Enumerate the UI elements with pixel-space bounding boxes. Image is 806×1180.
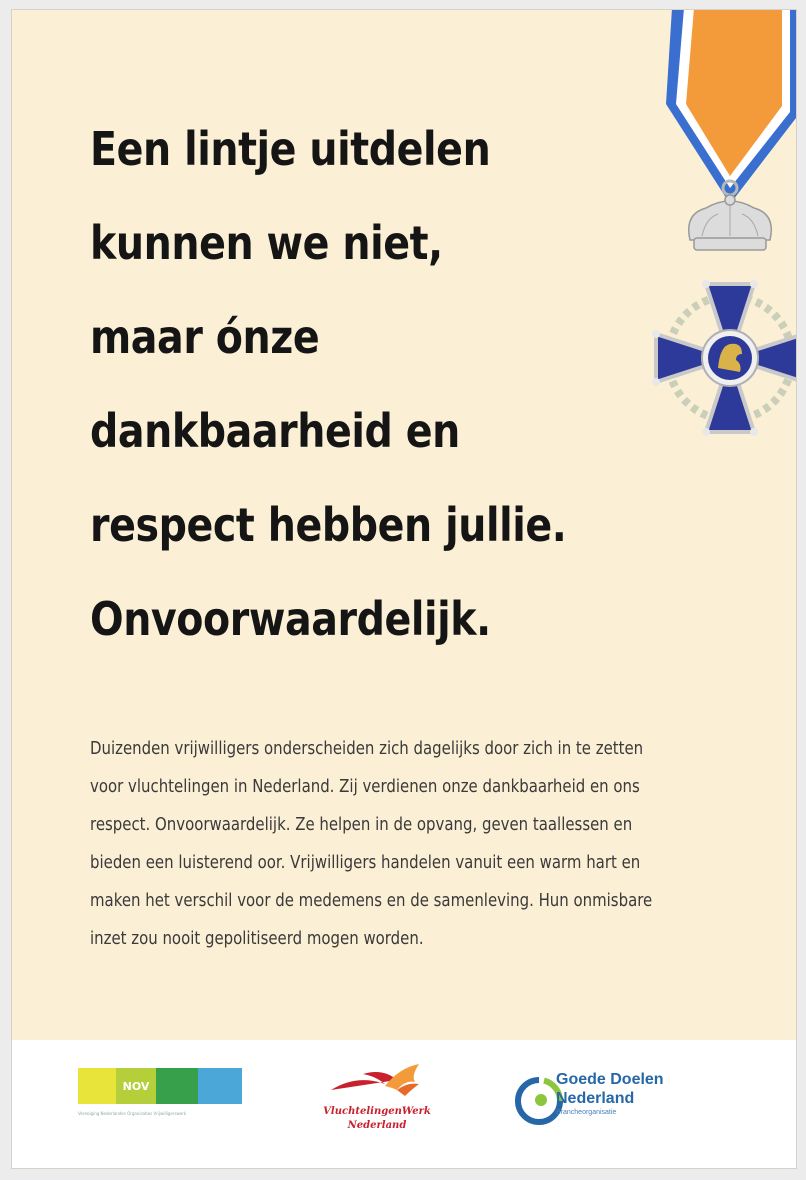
medal-ribbon-icon (602, 10, 796, 448)
nov-block-yellow (78, 1068, 116, 1104)
body-paragraph (90, 730, 671, 958)
body-line: bieden een luisterend oor. Vrijwilligers handelen vanuit een warm hart en (90, 852, 641, 873)
headline-line: dankbaarheid en (90, 404, 460, 458)
nov-block-green (156, 1068, 198, 1104)
headline-line: maar ónze (90, 310, 320, 364)
nov-block-label: NOV (116, 1068, 156, 1104)
gdn-text (556, 1070, 664, 1118)
advertisement-poster (12, 10, 796, 1168)
headline-line: kunnen we niet, (90, 216, 443, 270)
vwn-name-line1: VluchtelingenWerk (323, 1106, 431, 1117)
vluchtelingenwerk-logo (322, 1062, 432, 1132)
nov-block-blue (198, 1068, 242, 1104)
body-line: maken het verschil voor de medemens en de samenleving. Hun onmisbare (90, 890, 653, 911)
bird-flame-icon (327, 1062, 427, 1100)
gdn-subtitle: Brancheorganisatie (556, 1109, 617, 1116)
nov-subtitle: Vereniging Nederlandse Organisaties Vrijwilligerswerk (78, 1111, 187, 1116)
body-line: voor vluchtelingen in Nederland. Zij verdienen onze dankbaarheid en ons (90, 776, 640, 797)
gdn-name-line1: Goede Doelen (556, 1071, 664, 1088)
goede-doelen-nederland-logo (500, 1070, 720, 1126)
headline-line: Een lintje uitdelen (90, 122, 491, 176)
headline-line: respect hebben jullie. (90, 498, 567, 552)
body-line: Duizenden vrijwilligers onderscheiden zich dagelijks door zich in te zetten (90, 738, 644, 759)
headline-line: Onvoorwaardelijk. (90, 592, 491, 646)
body-line: inzet zou nooit gepolitiseerd mogen worden. (90, 928, 424, 949)
nov-logo (78, 1068, 248, 1128)
vwn-name-line2: Nederland (347, 1120, 407, 1131)
headline (90, 102, 623, 666)
body-line: respect. Onvoorwaardelijk. Ze helpen in de opvang, geven taallessen en (90, 814, 633, 835)
gdn-name-line2: Nederland (556, 1090, 635, 1107)
